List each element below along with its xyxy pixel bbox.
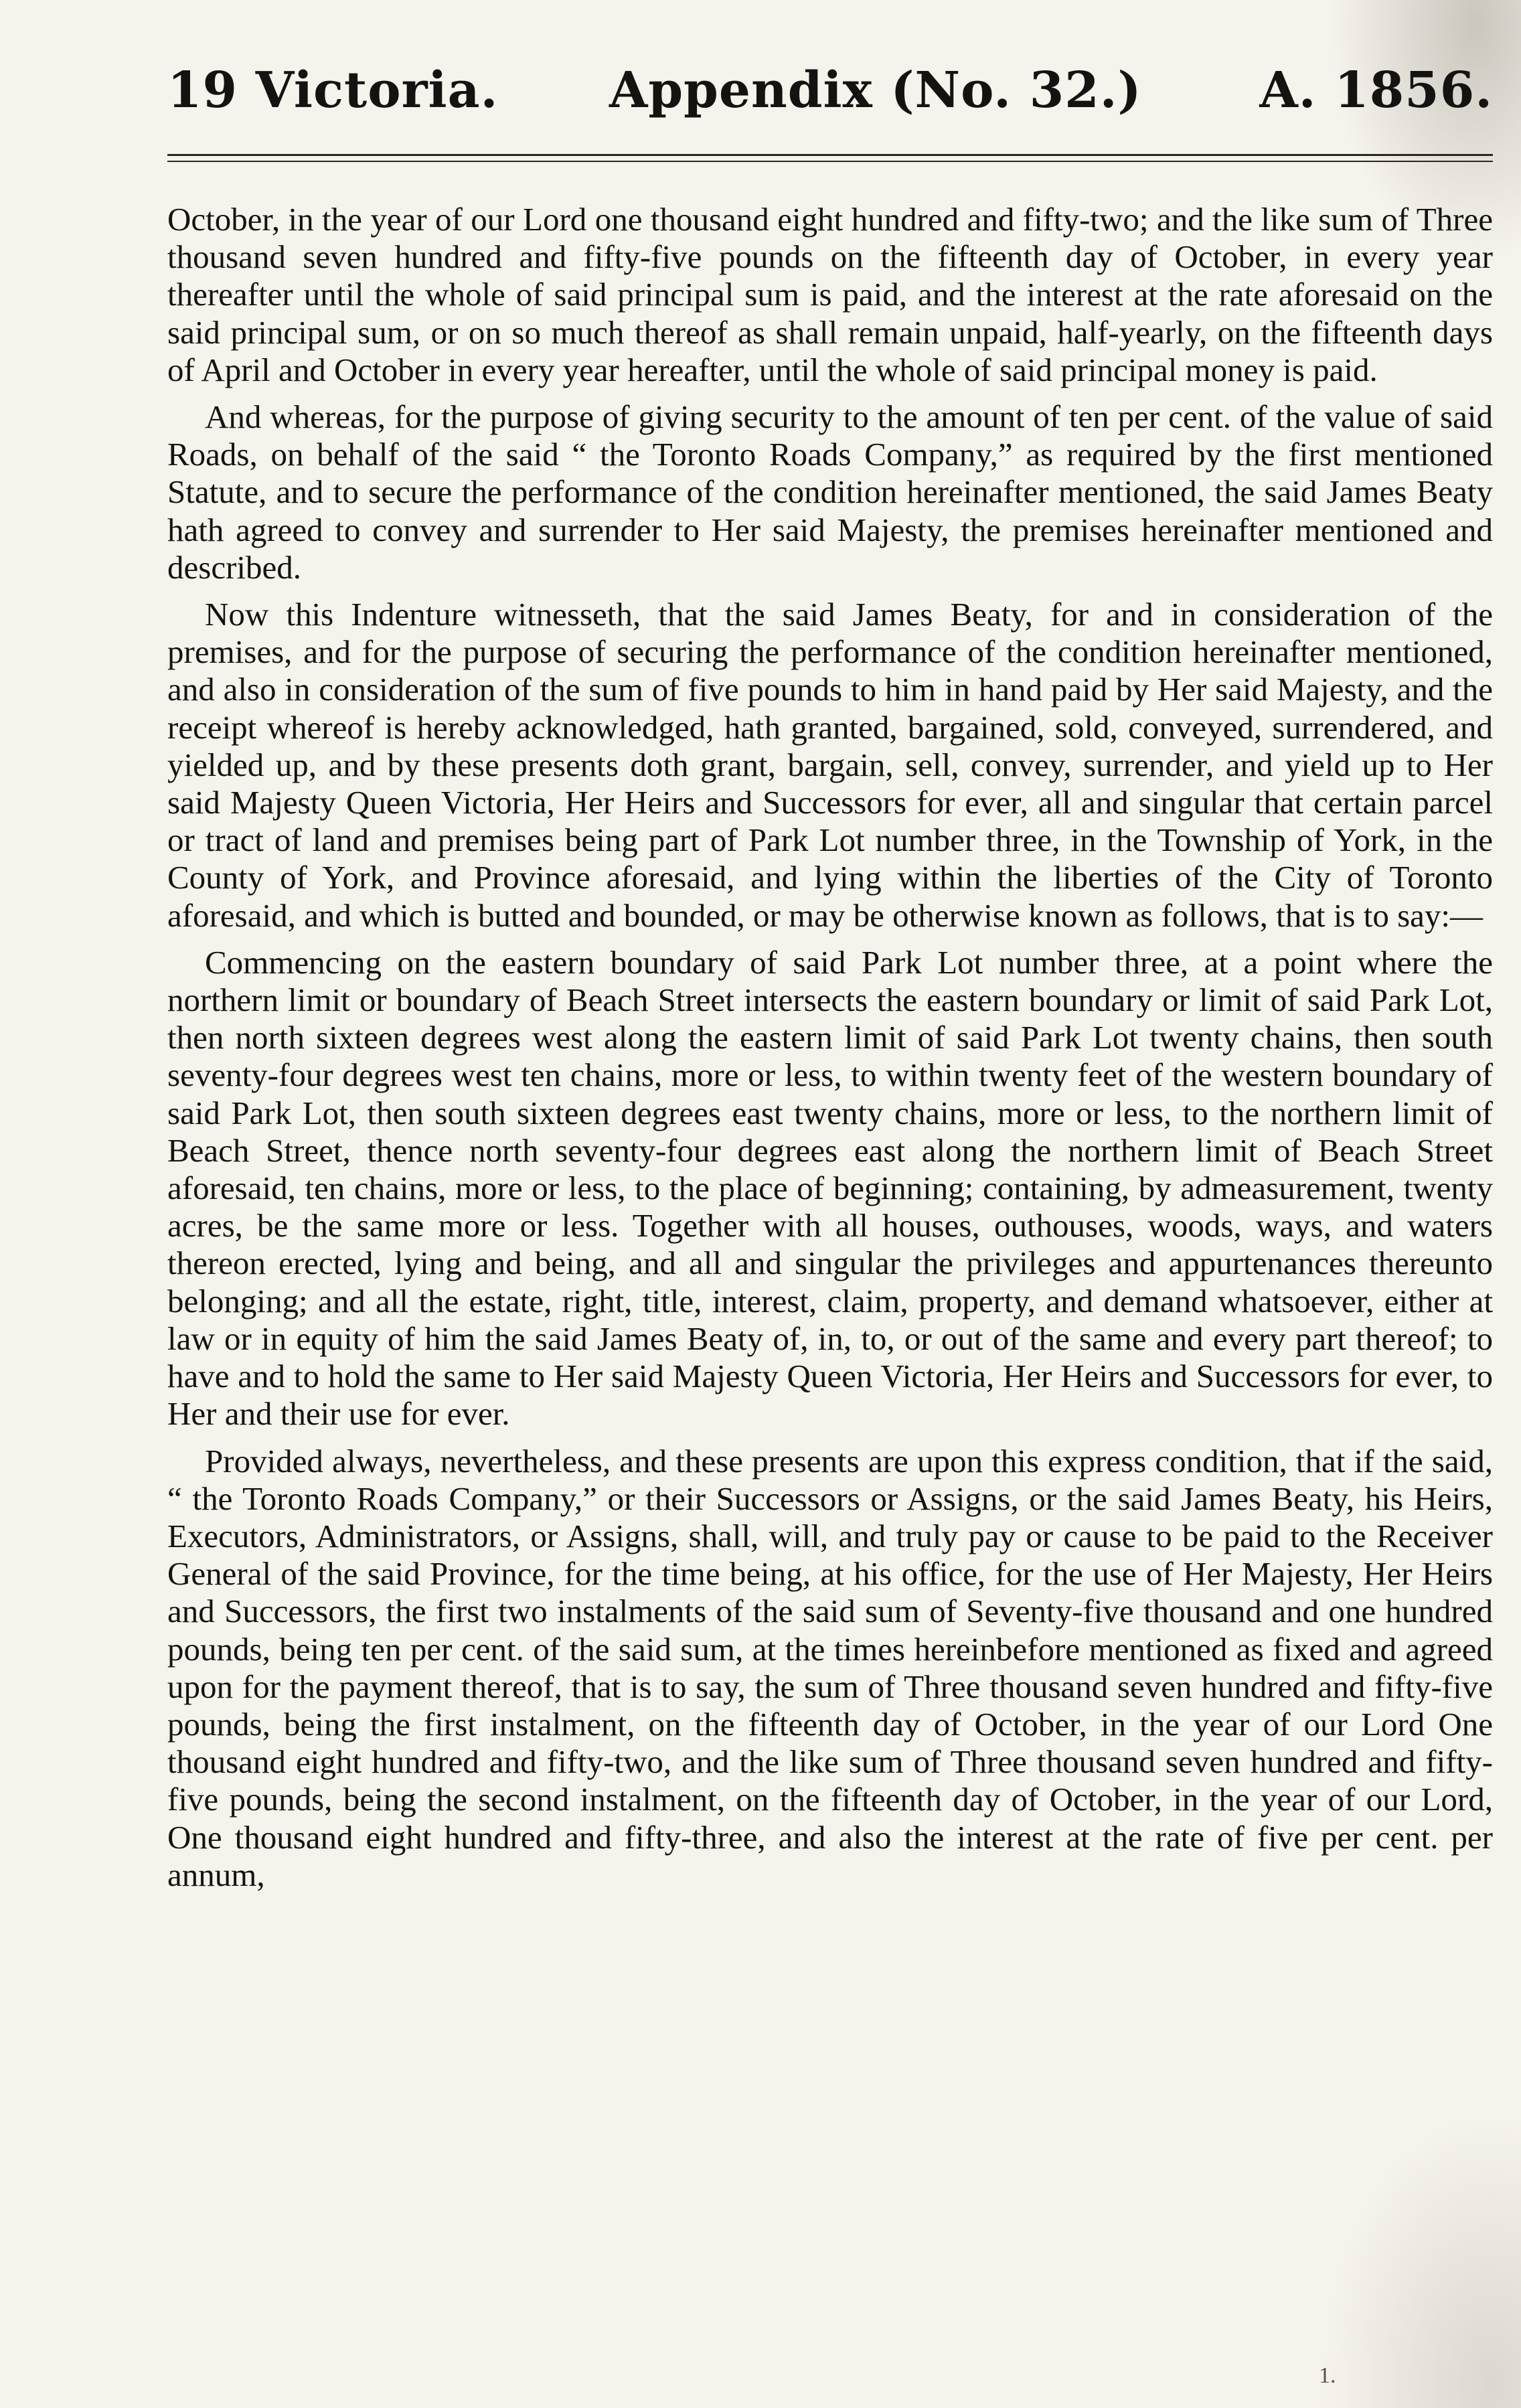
paragraph-whereas: And whereas, for the purpose of giving security to the amount of ten per cent. of the value of said Roads, on behalf of the said “ the Toronto Roads Company,” as required by the first mentioned Statute, and to secure the performance of the condition hereinafter mentioned, the said James Beaty hath agreed to convey and surrender to Her said Majesty, the premises hereinafter mentioned and described. <box>167 398 1493 586</box>
paragraph-proviso: Provided always, nevertheless, and these presents are upon this express condition, that if the said, “ the Toronto Roads Company,” or their Successors or Assigns, or the said James Beaty, his Heirs, Executors, Administrators, or Assigns, shall, will, and truly pay or cause to be paid to the Receiver General of the said Province, for the time being, at his office, for the use of Her Majesty, Her Heirs and Successors, the first two instalments of the said sum of Seventy-five thousand and one hundred pounds, being ten per cent. of the said sum, at the times hereinbefore mentioned as fixed and agreed upon for the payment thereof, that is to say, the sum of Three thousand seven hundred and fifty-five pounds, being the first instalment, on the fifteenth day of October, in the year of our Lord One thousand eight hundred and fifty-two, and the like sum of Three thousand seven hundred and fifty-five pounds, being the second instalment, on the fifteenth day of October, in the year of our Lord, One thousand eight hundred and fifty-three, and also the interest at the rate of five per cent. per annum, <box>167 1442 1493 1893</box>
header-rule-thin <box>167 161 1493 162</box>
header-appendix: Appendix (No. 32.) <box>609 62 1142 119</box>
paragraph-continuation: October, in the year of our Lord one thousand eight hundred and fifty-two; and the like sum of Three thousand seven hundred and fifty-five pounds on the fifteenth day of October, in every year thereafter until the whole of said principal sum is paid, and the interest at the rate aforesaid on the said principal sum, or on so much thereof as shall remain unpaid, half-yearly, on the fifteenth days of April and October in every year hereafter, until the whole of said principal money is paid. <box>167 201 1493 388</box>
header-session: 19 Victoria. <box>167 62 499 119</box>
document-body <box>167 201 1493 1903</box>
header-rule-thick <box>167 154 1493 156</box>
running-header <box>167 62 1493 142</box>
folio-mark: 1. <box>1319 2363 1336 2388</box>
header-year: A. 1856. <box>1259 62 1493 119</box>
paragraph-boundaries: Commencing on the eastern boundary of said Park Lot number three, at a point where the northern limit or boundary of Beach Street intersects the eastern boundary or limit of said Park Lot, then north sixteen degrees west along the eastern limit of said Park Lot twenty chains, then south seventy-four degrees west ten chains, more or less, to within twenty feet of the western boundary of said Park Lot, then south sixteen degrees east twenty chains, more or less, to the northern limit of Beach Street, thence north seventy-four degrees east along the northern limit of Beach Street aforesaid, ten chains, more or less, to the place of beginning; containing, by admeasurement, twenty acres, be the same more or less. Together with all houses, outhouses, woods, ways, and waters thereon erected, lying and being, and all and singular the privileges and appurtenances thereunto belonging; and all the estate, right, title, interest, claim, property, and demand whatsoever, either at law or in equity of him the said James Beaty of, in, to, or out of the same and every part thereof; to have and to hold the same to Her said Majesty Queen Victoria, Her Heirs and Successors for ever, to Her and their use for ever. <box>167 943 1493 1433</box>
paragraph-indenture: Now this Indenture witnesseth, that the said James Beaty, for and in consideration of the premises, and for the purpose of securing the performance of the condition hereinafter mentioned, and also in consideration of the sum of five pounds to him in hand paid by Her said Majesty, and the receipt whereof is hereby acknowledged, hath granted, bargained, sold, conveyed, surrendered, and yielded up, and by these presents doth grant, bargain, sell, convey, surrender, and yield up to Her said Majesty Queen Victoria, Her Heirs and Successors for ever, all and singular that certain parcel or tract of land and premises being part of Park Lot number three, in the Township of York, in the County of York, and Province aforesaid, and lying within the liberties of the City of Toronto aforesaid, and which is butted and bounded, or may be otherwise known as follows, that is to say:— <box>167 596 1493 934</box>
